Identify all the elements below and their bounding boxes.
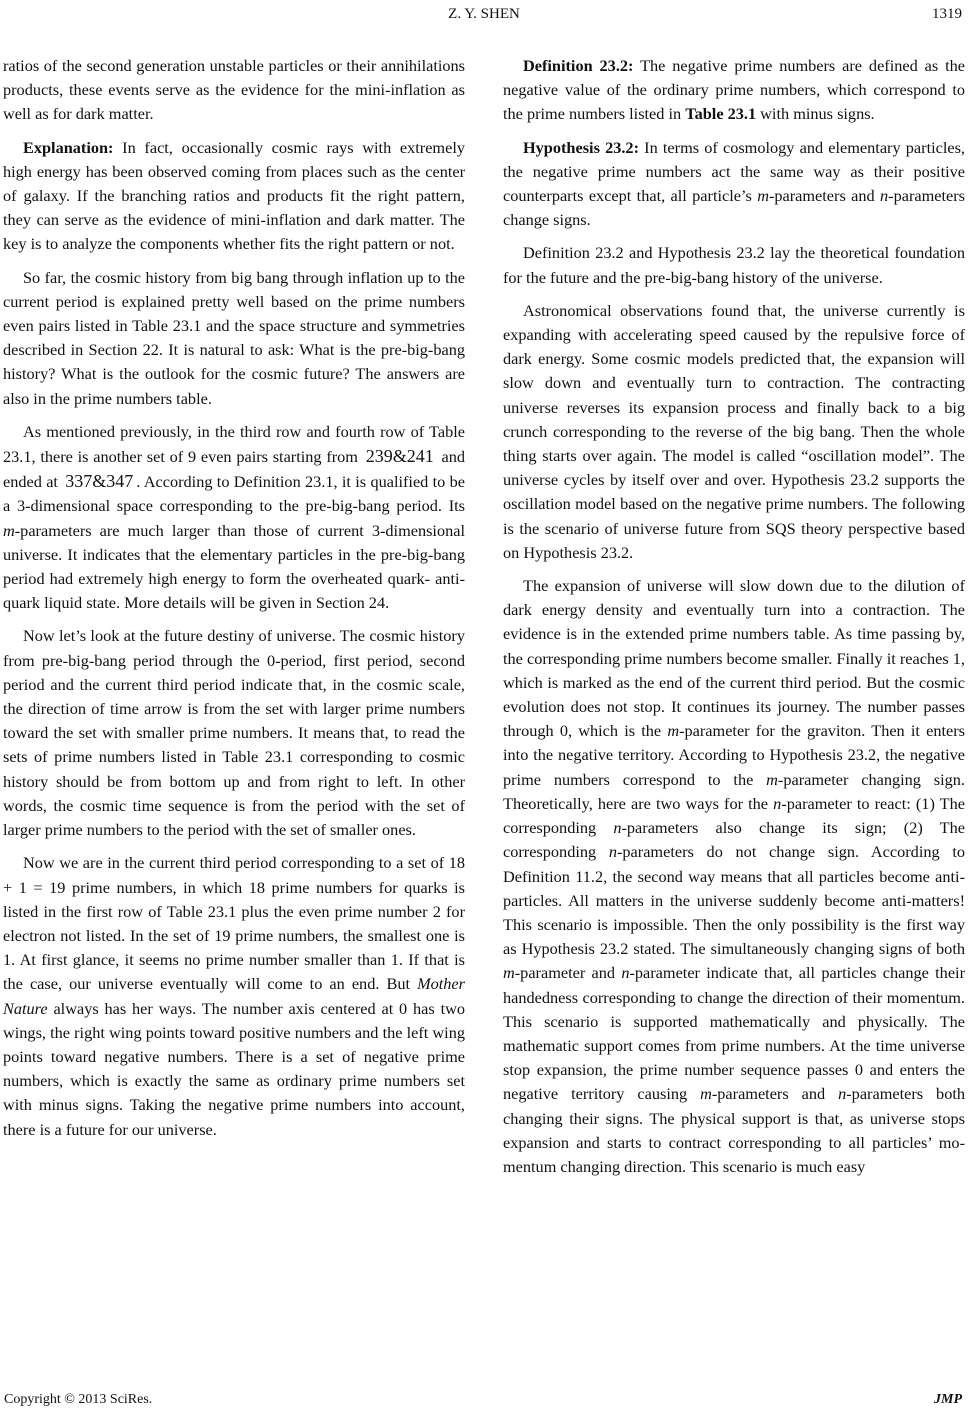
- text-run: -parameter and: [514, 963, 622, 983]
- text-run: -parameters are much larger than those of current 3-dimensional universe. It indicates that the elementary particles in the pre-big-bang period had extremely high energy to form the overheated quark- anti-quark liquid state. More details will be given in Section 24.: [3, 520, 465, 613]
- italic-term: m: [503, 963, 515, 983]
- text-run: ratios of the second generation unstable particles or their annihilations products, these events serve as the evidence for the mini-inflation as well as for dark matter.: [3, 56, 465, 124]
- body-paragraph: [3, 420, 465, 616]
- text-run: Now we are in the current third period corresponding to a set of 18 + 1 = 19 prime numbers, in which 18 prime numbers for quarks is listed in the first row of Table 23.1 plus the even prime number 2 for electron not listed. In the set of 19 prime numbers, the smallest one is 1. At first glance, it seems no prime number smaller than 1. If that is the case, our universe eventually will come to an end. But: [3, 853, 465, 994]
- text-run: -parameter to react: (1) The corresponding: [503, 793, 965, 838]
- body-paragraph: [503, 136, 965, 233]
- bold-term: Definition 23.2:: [523, 56, 634, 75]
- italic-term: n: [621, 963, 630, 983]
- running-header: [0, 0, 968, 30]
- text-run: -parameters and: [768, 186, 881, 206]
- math-expression: 239&241: [365, 446, 434, 467]
- italic-term: n: [608, 842, 617, 862]
- body-paragraph: [3, 266, 465, 411]
- italic-term: n: [773, 793, 782, 813]
- body-paragraph: [503, 574, 965, 1179]
- body-paragraph: [503, 241, 965, 289]
- body-paragraph: [3, 54, 465, 127]
- text-run: -parameters do not change sign. According to Definition 11.2, the second way means that all particles become anti-particles. All matters in the universe suddenly become anti-matters! This scenario is impossible. Then the only possibility is the first way as Hypothesis 23.2 stated. The simultaneously changing signs of both: [503, 842, 965, 959]
- running-head-author: Z. Y. SHEN: [448, 6, 520, 22]
- italic-term: m: [700, 1084, 712, 1104]
- text-run: In fact, occasionally cosmic rays with extremely high energy has been observed coming from places such as the center of galaxy. If the branching ratios and products fit the right pattern, they can serve as the evidence of mini-inflation and dark matter. The key is to analyze the components whether fits the right pattern or not.: [3, 137, 465, 254]
- text-run: with minus signs.: [756, 104, 875, 124]
- bold-term: Table 23.1: [685, 104, 757, 124]
- text-run: Astronomical observations found that, the universe currently is expanding with accelerating speed caused by the repulsive force of dark energy. Some cosmic models predicted that, the expansion will slow down and eventually turn to contraction. The contracting universe reverses its expansion process and finally back to a big crunch corresponding to the reverse of the big bang. Then the whole thing starts over again. The model is called “oscillation model”. The universe cycles by itself over and over. Hypothesis 23.2 supports the oscillation model based on the negative prime numbers. The following is the scenario of universe future from SQS theory perspective based on Hypothesis 23.2.: [503, 300, 965, 562]
- math-expression: 337&347: [65, 471, 134, 492]
- left-column: [3, 54, 465, 1151]
- body-paragraph: [503, 299, 965, 565]
- italic-term: m: [667, 721, 680, 741]
- journal-abbreviation: JMP: [934, 1392, 962, 1407]
- text-run: -parameter for the graviton. Then it enters into the negative territory. According to Hypothesis 23.2, the negative prime numbers correspond to the: [503, 721, 965, 789]
- text-run: -parameter indicate that, all particles change their handedness corresponding to change the direction of their momentum. This scenario is supported mathematically and physically. The mathematic support comes from prime numbers. At the time universe stop expansion, the prime number sequence passes 0 and enters the negative territory causing: [503, 963, 965, 1104]
- text-run: always has her ways. The number axis centered at 0 has two wings, the right wing points toward positive numbers and the left wing points toward negative numbers. There is a set of negative prime numbers, which is exactly the same as ordinary prime numbers set with minus signs. Taking the negative prime numbers into account, there is a future for our universe.: [3, 998, 465, 1139]
- text-run: The expansion of universe will slow down due to the dilution of dark energy density and eventually turn into a contraction. The evidence is in the extended prime numbers table. As time passing by, the corresponding prime numbers become smaller. Finally it reaches 1, which is marked as the end of the current third period. But the cosmic evolution does not stop. It continues its journey. The number passes through 0, which is the: [503, 576, 965, 741]
- italic-term: n: [613, 818, 622, 838]
- right-column: [503, 54, 965, 1188]
- italic-term: m: [766, 769, 778, 789]
- italic-term: m: [757, 186, 769, 206]
- italic-term: Mother Nature: [3, 974, 465, 1018]
- text-run: -parameters both changing their signs. The physical support is that, as universe stops expansion and starts to contract corresponding to all particles’ momentum changing direction. This scenario is much easy: [503, 1084, 966, 1176]
- text-run: The negative prime numbers are defined as the negative value of the ordinary prime numbers, which correspond to the prime numbers listed in: [503, 56, 965, 124]
- bold-term: Explanation:: [23, 137, 114, 157]
- copyright-notice: Copyright © 2013 SciRes.: [4, 1392, 153, 1407]
- italic-term: n: [838, 1084, 847, 1104]
- italic-term: m: [3, 520, 15, 540]
- text-run: . According to Definition 23.1, it is qualified to be a 3-dimensional space corresponding to the pre-big-bang period. Its: [3, 472, 465, 516]
- body-paragraph: [3, 136, 465, 257]
- text-run: So far, the cosmic history from big bang through inflation up to the current period is explained pretty well based on the prime numbers even pairs listed in Table 23.1 and the space structure and symmetries described in Section 22. It is natural to ask: What is the pre-big-bang history? What is the outlook for the cosmic future? The answers are also in the prime numbers table.: [3, 267, 465, 408]
- body-paragraph: [3, 851, 465, 1141]
- body-paragraph: [503, 54, 965, 127]
- text-run: Now let’s look at the future destiny of universe. The cosmic history from pre-big-bang period through the 0-period, first period, second period and the current third period indicate that, in the cosmic scale, the direction of time arrow is from the set with larger prime numbers toward the set with smaller prime numbers. It means that, to read the sets of prime numbers listed in Table 23.1 corresponding to cosmic history should be from bottom up and from right to left. In other words, the cosmic time sequence is from the period with the set of larger prime numbers to the period with the set of smaller ones.: [3, 626, 465, 840]
- text-run: -parameters also change its sign; (2) The corresponding: [503, 818, 965, 862]
- page-number: 1319: [932, 6, 962, 22]
- italic-term: n: [880, 186, 889, 206]
- text-run: -parameter changing sign. Theoretically, here are two ways for the: [503, 769, 965, 813]
- text-run: As mentioned previously, in the third row and fourth row of Table 23.1, there is another set of 9 even pairs starting from: [3, 421, 465, 467]
- page-footer: [0, 1392, 968, 1412]
- body-paragraph: [3, 624, 465, 842]
- text-run: -parameters and: [711, 1084, 839, 1104]
- text-run: -parameters change signs.: [503, 186, 966, 230]
- text-run: Definition 23.2 and Hypothesis 23.2 lay the theoretical foundation for the future and the pre-big-bang history of the universe.: [503, 243, 965, 287]
- bold-term: Hypothesis 23.2:: [523, 137, 639, 157]
- text-run: In terms of cosmology and elementary particles, the negative prime numbers act the same way as their positive counterparts except that, all particle’s: [503, 137, 965, 206]
- text-run: and ended at: [3, 447, 465, 492]
